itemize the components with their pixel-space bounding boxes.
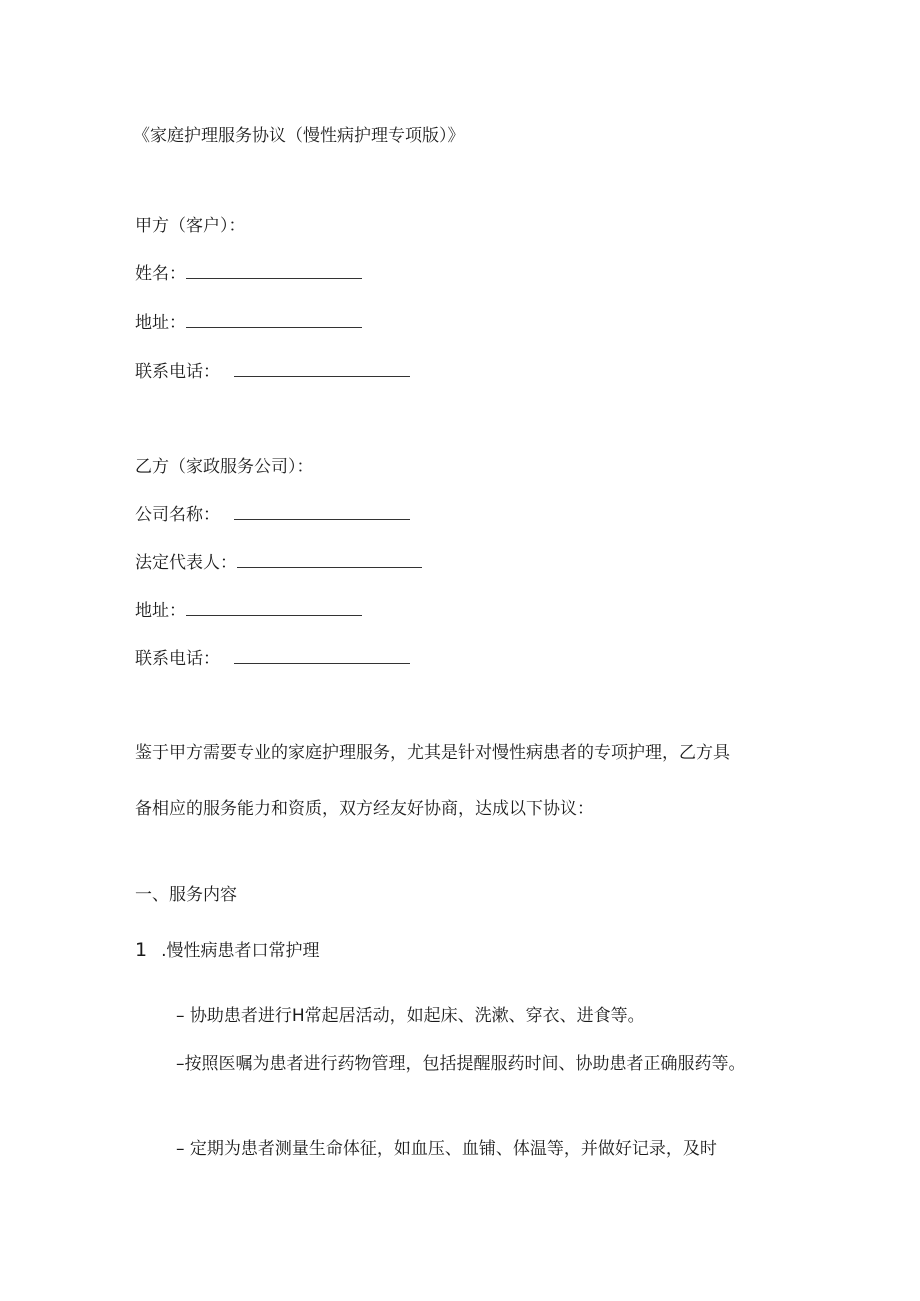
party-b-phone-label: 联系电话： xyxy=(135,649,220,669)
document-title: 《家庭护理服务协议（慢性病护理专项版）》 xyxy=(133,126,465,146)
item-1-title: .慢性病患者口常护理 xyxy=(161,941,320,961)
party-b-heading: 乙方（家政服务公司）： xyxy=(135,457,314,477)
party-b-company-blank[interactable] xyxy=(234,503,410,520)
bullet-3: – 定期为患者测量生命体征，如血压、血铺、体温等，并做好记录，及时 xyxy=(176,1139,717,1159)
party-b-address-blank[interactable] xyxy=(186,599,362,616)
party-b-legal-rep-label: 法定代表人： xyxy=(135,553,237,573)
party-b-legal-rep-row xyxy=(135,551,422,575)
party-b-company-label: 公司名称： xyxy=(135,505,220,525)
party-a-phone-blank[interactable] xyxy=(234,360,410,377)
party-a-name-blank[interactable] xyxy=(186,262,362,279)
party-a-name-row xyxy=(135,262,362,286)
section-1-heading: 一、服务内容 xyxy=(135,885,237,905)
item-1-title-row xyxy=(135,938,320,963)
party-b-legal-rep-blank[interactable] xyxy=(237,551,422,568)
preamble-line-1: 鉴于甲方需要专业的家庭护理服务，尤其是针对慢性病患者的专项护理，乙方具 xyxy=(135,743,730,763)
party-b-company-row xyxy=(135,503,410,527)
party-a-phone-label: 联系电话： xyxy=(135,362,220,382)
bullet-1: – 协助患者进行H常起居活动，如起床、洗漱、穿衣、进食等。 xyxy=(176,1006,645,1026)
party-b-phone-row xyxy=(135,647,410,671)
preamble-line-2: 备相应的服务能力和资质，双方经友好协商，达成以下协议： xyxy=(135,799,594,819)
party-b-phone-blank[interactable] xyxy=(234,647,410,664)
party-b-address-row xyxy=(135,599,362,623)
party-a-name-label: 姓名： xyxy=(135,264,186,284)
bullet-2: –按照医嘱为患者进行药物管理，包括提醒服药时间、协助患者正确服药等。 xyxy=(176,1054,746,1074)
item-1-number: 1 xyxy=(135,939,148,961)
party-a-heading: 甲方（客户）： xyxy=(135,216,246,236)
party-a-address-blank[interactable] xyxy=(186,311,362,328)
party-a-address-label: 地址： xyxy=(135,313,186,333)
party-a-phone-row xyxy=(135,360,410,384)
party-a-address-row xyxy=(135,311,362,335)
party-b-address-label: 地址： xyxy=(135,601,186,621)
